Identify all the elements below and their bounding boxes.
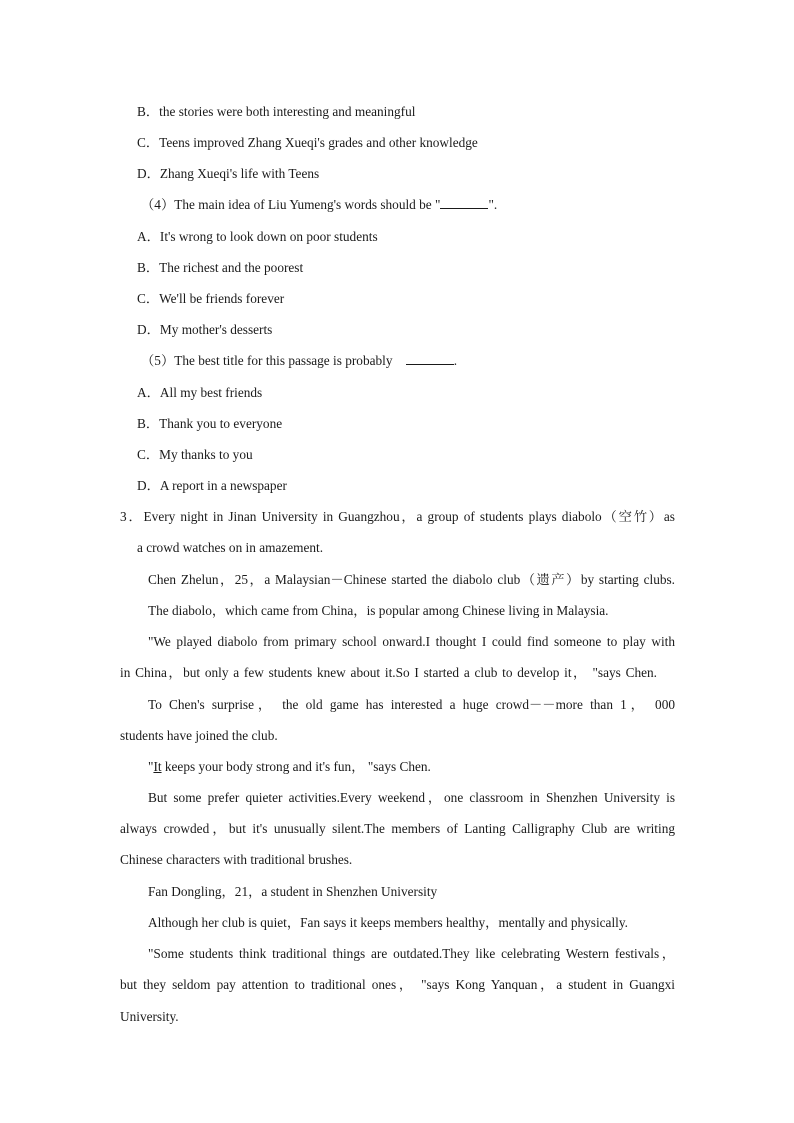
answer-blank <box>406 352 454 365</box>
question-5 <box>141 352 457 370</box>
q5-option-c: C．My thanks to you <box>137 447 253 462</box>
paragraph-9-line-2: but they seldom pay attention to traditional ones， "says Kong Yanquan，a student in Guangxi <box>120 977 675 992</box>
answer-blank <box>440 196 488 209</box>
quote-mark: " <box>148 759 154 774</box>
question-5-text: （5）The best title for this passage is probably <box>141 353 393 368</box>
paragraph-2: The diabolo，which came from China，is popular among Chinese living in Malaysia. <box>148 603 609 618</box>
question-5-end: . <box>453 353 458 368</box>
question-3-intro-cont: a crowd watches on in amazement. <box>137 540 324 555</box>
question-4-text: （4）The main idea of Liu Yumeng's words should be " <box>141 197 441 212</box>
paragraph-9-line-3: University. <box>120 1009 179 1024</box>
q4-option-a: A．It's wrong to look down on poor students <box>137 229 378 244</box>
option-d: D．Zhang Xueqi's life with Teens <box>137 166 320 181</box>
paragraph-1: Chen Zhelun，25，a Malaysian－Chinese started the diabolo club（遗产）by starting clubs. <box>148 572 675 587</box>
paragraph-3-line-2: in China，but only a few students knew about it.So I started a club to develop it， "says Chen. <box>120 665 657 680</box>
paragraph-7: Fan Dongling，21，a student in Shenzhen University <box>148 884 438 899</box>
q4-option-d: D．My mother's desserts <box>137 322 273 337</box>
q5-option-a: A．All my best friends <box>137 385 263 400</box>
question-3-intro: 3．Every night in Jinan University in Guangzhou，a group of students plays diabolo（空竹）as <box>120 509 675 524</box>
paragraph-6-line-2: always crowded，but it's unusually silent.The members of Lanting Calligraphy Club are writing <box>120 821 675 836</box>
paragraph-6-line-3: Chinese characters with traditional brushes. <box>120 852 353 867</box>
q5-option-d: D．A report in a newspaper <box>137 478 287 493</box>
paragraph-4-line-1: To Chen's surprise， the old game has interested a huge crowd－－more than 1， 000 <box>148 697 675 712</box>
paragraph-9-line-1: "Some students think traditional things are outdated.They like celebrating Western festivals， <box>148 946 675 961</box>
paragraph-5 <box>148 758 431 776</box>
paragraph-8: Although her club is quiet，Fan says it keeps members healthy，mentally and physically. <box>148 915 628 930</box>
q4-option-b: B．The richest and the poorest <box>137 260 304 275</box>
paragraph-5-text: keeps your body strong and it's fun， "says Chen. <box>161 759 431 774</box>
underlined-word: It <box>153 759 162 774</box>
q4-option-c: C．We'll be friends forever <box>137 291 285 306</box>
paragraph-6-line-1: But some prefer quieter activities.Every weekend，one classroom in Shenzhen University is <box>148 790 675 805</box>
question-4 <box>141 196 497 214</box>
q5-option-b: B．Thank you to everyone <box>137 416 283 431</box>
paragraph-4-line-2: students have joined the club. <box>120 728 278 743</box>
option-b: B．the stories were both interesting and meaningful <box>137 104 416 119</box>
option-c: C．Teens improved Zhang Xueqi's grades and other knowledge <box>137 135 478 150</box>
question-4-end: ". <box>488 197 498 212</box>
paragraph-3-line-1: "We played diabolo from primary school onward.I thought I could find someone to play with <box>148 634 675 649</box>
